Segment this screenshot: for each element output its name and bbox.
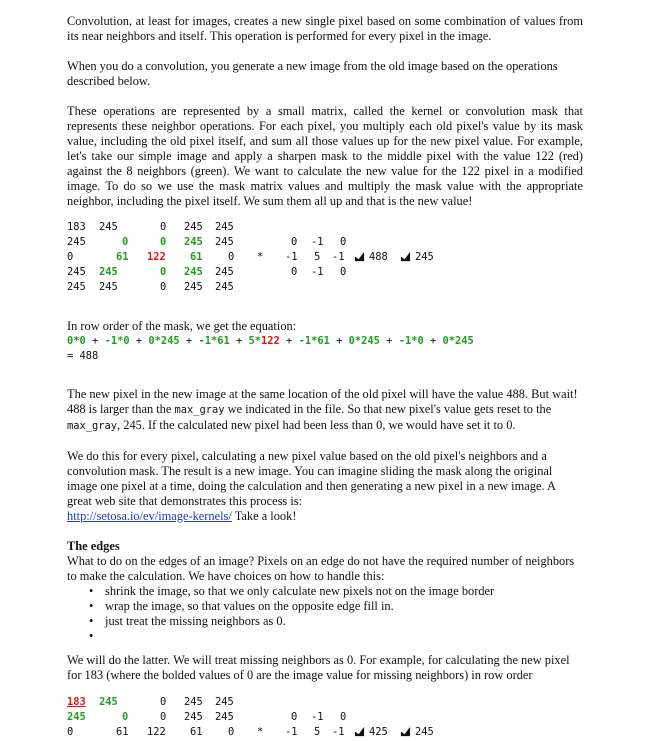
latter-paragraph: We will do the latter. We will treat missing neighbors as 0. For example, for calculating the new pixel for 183 (where the bolded values of 0 are the image value for missing neighbors) in row order [67, 653, 570, 682]
matrix-cell-neighbor: 61 [190, 251, 203, 263]
arrow-icon [400, 251, 411, 264]
matrix-cell: 245 [215, 711, 234, 723]
matrix-cell-center: 122 [147, 251, 166, 263]
matrix-cell: 245 [184, 696, 203, 708]
bullet-icon: • [89, 584, 94, 598]
matrix-cell: 0 [228, 251, 235, 263]
clamped-value: 245 [415, 726, 434, 738]
matrix-cell: 61 [190, 726, 203, 738]
text-run: The new pixel in the new image at the same location of the old pixel will have the value 488. But wait! 488 is larger than the [67, 387, 578, 416]
equation-term: 0*0 [67, 335, 86, 347]
matrix-cell-neighbor: 0 [160, 266, 167, 278]
text-run: , 245. If the calculated new pixel had been less than 0, we would have set it to 0. [117, 418, 516, 432]
matrix1-row-3 [67, 251, 583, 266]
equation-center-term: 122 [261, 335, 280, 347]
kernel-paragraph: These operations are represented by a small matrix, called the kernel or convolution mask that represents these neighbor operations. For each pixel, you multiply each old pixel's value by its mask value, including the old pixel itself, and sum all those values up for the new pixel value. For example, let's take our simple image and apply a sharpen mask to the middle pixel with the value 122 (red) against the 8 neighbors (green). We want to calculate the new value for the 122 pixel in a modified image. To do so we use the mask matrix values and multiply the mask value with the appropriate neighbor, including the pixel itself. We sum them all up and that is the new value! [67, 104, 583, 208]
multiply-operator: * [257, 726, 264, 738]
edge-options-list [67, 584, 583, 644]
mask-cell: 5 [314, 726, 321, 738]
arrow-icon [354, 251, 365, 264]
matrix-cell: 245 [67, 281, 86, 293]
matrix-example-2 [67, 696, 583, 741]
edges-heading: The edges [67, 539, 120, 553]
equation-term: 5* [248, 335, 262, 347]
matrix-cell-neighbor: 61 [116, 251, 129, 263]
mask-cell: -1 [311, 236, 324, 248]
setosa-link[interactable]: http://setosa.io/ev/image-kernels/ [67, 509, 232, 523]
matrix-cell: 0 [160, 696, 167, 708]
list-item [67, 599, 583, 614]
mask-cell: 0 [340, 236, 347, 248]
matrix-cell: 0 [228, 726, 235, 738]
result-value: 425 [369, 726, 388, 738]
matrix-cell-neighbor: 245 [67, 711, 86, 723]
result-value: 488 [369, 251, 388, 263]
matrix-cell: 245 [67, 266, 86, 278]
matrix-cell: 122 [147, 726, 166, 738]
bullet-icon: • [89, 629, 94, 643]
equation-plus: + [279, 335, 299, 347]
matrix1-row-2 [67, 236, 583, 251]
matrix-cell: 61 [116, 726, 129, 738]
matrix-cell-neighbor: 0 [122, 711, 129, 723]
matrix-cell: 245 [215, 266, 234, 278]
equation-intro: In row order of the mask, we get the equation: [67, 319, 297, 333]
mask-cell: -1 [285, 251, 298, 263]
equation-term: 0*245 [348, 335, 380, 347]
matrix-cell: 0 [160, 221, 167, 233]
equation-result: = 488 [67, 350, 99, 362]
mask-cell: 0 [340, 711, 347, 723]
equation-term: -1*0 [104, 335, 130, 347]
matrix-cell: 245 [184, 221, 203, 233]
mask-cell: -1 [311, 711, 324, 723]
matrix2-row-3 [67, 726, 583, 741]
sliding-paragraph [67, 449, 583, 524]
mask-cell: 0 [291, 236, 298, 248]
text-run: Take a look! [231, 509, 297, 523]
equation-plus: + [179, 335, 199, 347]
mask-cell: 0 [291, 266, 298, 278]
code-max-gray: max_gray [174, 404, 225, 416]
equation-line [67, 334, 583, 349]
text-run: we indicated in the file. So that new pixel's value gets reset to the [224, 402, 552, 416]
matrix-cell-center: 183 [67, 696, 86, 708]
max-gray-paragraph [67, 387, 583, 434]
matrix-cell: 245 [99, 281, 118, 293]
matrix-cell-neighbor: 245 [184, 236, 203, 248]
matrix-cell: 0 [160, 281, 167, 293]
matrix-example-1 [67, 221, 583, 296]
matrix-cell: 0 [67, 726, 74, 738]
matrix-cell: 245 [215, 236, 234, 248]
equation-term: 0*245 [442, 335, 474, 347]
matrix-cell: 245 [184, 281, 203, 293]
list-item-text: just treat the missing neighbors as 0. [105, 614, 286, 628]
equation-plus: + [129, 335, 149, 347]
edges-intro: What to do on the edges of an image? Pixels on an edge do not have the required number of neighbors to make the calculation. We have choices on how to handle this: [67, 554, 575, 583]
intro-paragraph: Convolution, at least for images, creates a new single pixel based on some combination of values from its near neighbors and itself. This operation is performed for every pixel in the image. [67, 14, 583, 43]
matrix1-row-1 [67, 221, 583, 236]
matrix2-row-1 [67, 696, 583, 711]
matrix-cell: 245 [215, 281, 234, 293]
clamped-value: 245 [415, 251, 434, 263]
equation-term: -1*0 [398, 335, 424, 347]
equation-plus: + [423, 335, 443, 347]
mask-cell: -1 [311, 266, 324, 278]
matrix2-row-2 [67, 711, 583, 726]
matrix-cell-neighbor: 245 [99, 696, 118, 708]
list-item [67, 614, 583, 629]
matrix-cell-neighbor: 245 [184, 266, 203, 278]
mask-cell: -1 [285, 726, 298, 738]
matrix-cell-neighbor: 0 [122, 236, 129, 248]
matrix-cell-neighbor: 0 [160, 236, 167, 248]
list-item-text: shrink the image, so that we only calculate new pixels not on the image border [105, 584, 495, 598]
equation-term: -1*61 [298, 335, 330, 347]
matrix-cell: 245 [215, 221, 234, 233]
multiply-operator: * [257, 251, 264, 263]
list-item [67, 629, 583, 644]
bullet-icon: • [89, 599, 94, 613]
list-item-text: wrap the image, so that values on the opposite edge fill in. [105, 599, 394, 613]
arrow-icon [400, 726, 411, 739]
document-page [67, 14, 583, 741]
mask-cell: 5 [314, 251, 321, 263]
matrix-cell-neighbor: 245 [99, 266, 118, 278]
matrix-cell: 245 [184, 711, 203, 723]
matrix1-row-4 [67, 266, 583, 281]
arrow-icon [354, 726, 365, 739]
matrix-cell: 245 [99, 221, 118, 233]
list-item [67, 584, 583, 599]
equation-term: 0*245 [148, 335, 180, 347]
mask-cell: -1 [332, 251, 345, 263]
equation-plus: + [229, 335, 249, 347]
code-max-gray: max_gray [67, 420, 118, 432]
matrix-cell: 0 [67, 251, 74, 263]
equation-plus: + [329, 335, 349, 347]
matrix1-row-5 [67, 281, 583, 296]
mask-cell: 0 [340, 266, 347, 278]
text-run: We do this for every pixel, calculating a new pixel value based on the old pixel's neighbors and a convolution mask. The result is a new image. You can imagine sliding the mask along the original image one pixel at a time, doing the calculation and then generating a new pixel in a new image. A great web site that demonstrates this process is: [67, 449, 556, 508]
equation-plus: + [379, 335, 399, 347]
equation-plus: + [85, 335, 105, 347]
equation-term: -1*61 [198, 335, 230, 347]
bullet-icon: • [89, 614, 94, 628]
matrix-cell: 245 [215, 696, 234, 708]
matrix-cell: 183 [67, 221, 86, 233]
mask-cell: -1 [332, 726, 345, 738]
matrix-cell: 0 [160, 711, 167, 723]
mask-cell: 0 [291, 711, 298, 723]
matrix-cell: 245 [67, 236, 86, 248]
generate-paragraph: When you do a convolution, you generate a new image from the old image based on the operations described below. [67, 59, 558, 88]
